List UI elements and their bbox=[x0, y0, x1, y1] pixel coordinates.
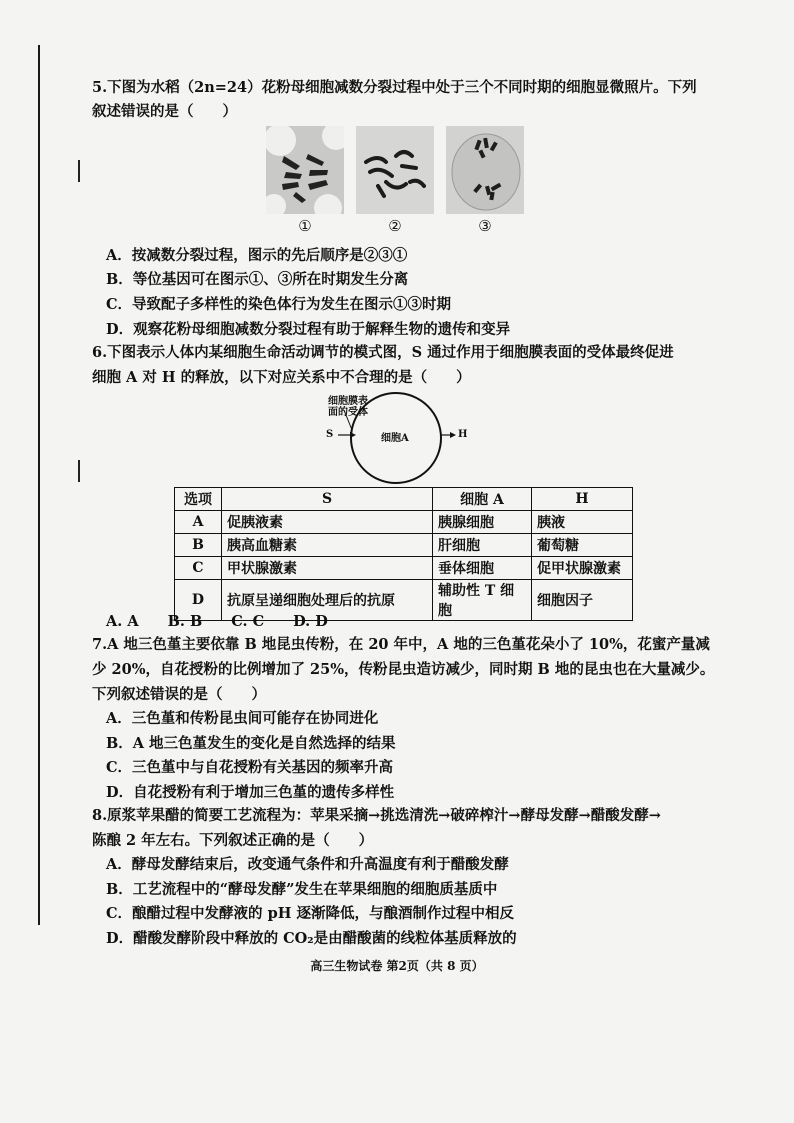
table-cell: 垂体细胞 bbox=[433, 557, 532, 580]
receptor-label-line2: 面的受体 bbox=[328, 407, 368, 418]
table-cell: 抗原呈递细胞处理后的抗原 bbox=[222, 580, 433, 621]
q8-stem-line2: 陈酿 2 年左右。下列叙述正确的是（ ） bbox=[92, 832, 374, 849]
receptor-label-line1: 细胞膜表 bbox=[328, 396, 368, 407]
table-cell: 细胞因子 bbox=[532, 580, 633, 621]
micrograph-label-3: ③ bbox=[478, 217, 492, 235]
q5-option-d: D．观察花粉母细胞减数分裂过程有助于解释生物的遗传和变异 bbox=[106, 321, 511, 338]
micrograph-label-1: ① bbox=[298, 217, 312, 235]
q7-stem-line1: 7.A 地三色堇主要依靠 B 地昆虫传粉，在 20 年中，A 地的三色堇花朵小了 10%，花蜜产量减 bbox=[92, 636, 710, 653]
table-cell: 促胰液素 bbox=[222, 511, 433, 534]
cell-a-label: 细胞A bbox=[381, 433, 409, 444]
table-header-cell: S bbox=[222, 488, 433, 511]
micrograph-1 bbox=[266, 126, 344, 214]
table-row bbox=[175, 511, 633, 534]
table-cell: C bbox=[175, 557, 222, 580]
table-cell: 胰液 bbox=[532, 511, 633, 534]
table-header-cell: H bbox=[532, 488, 633, 511]
product-h-label: H bbox=[458, 429, 468, 440]
q7-option-b: B．A 地三色堇发生的变化是自然选择的结果 bbox=[106, 735, 396, 752]
margin-tick bbox=[78, 460, 80, 482]
table-cell: 胰高血糖素 bbox=[222, 534, 433, 557]
table-header-row bbox=[175, 488, 633, 511]
q5-option-a: A．按减数分裂过程，图示的先后顺序是②③① bbox=[106, 247, 408, 264]
micrograph-label-2: ② bbox=[388, 217, 402, 235]
table-cell: 辅助性 T 细胞 bbox=[433, 580, 532, 621]
q5-stem-line2: 叙述错误的是（ ） bbox=[92, 103, 237, 120]
q7-option-a: A．三色堇和传粉昆虫间可能存在协同进化 bbox=[106, 710, 379, 727]
binding-margin-line bbox=[38, 45, 40, 925]
table-row bbox=[175, 557, 633, 580]
q8-option-b: B．工艺流程中的“酵母发酵”发生在苹果细胞的细胞质基质中 bbox=[106, 881, 498, 898]
micrograph-2 bbox=[356, 126, 434, 214]
table-cell: B bbox=[175, 534, 222, 557]
table-cell: 促甲状腺激素 bbox=[532, 557, 633, 580]
q6-stem-line1: 6.下图表示人体内某细胞生命活动调节的模式图，S 通过作用于细胞膜表面的受体最终促进 bbox=[92, 344, 674, 361]
q6-options-table bbox=[174, 487, 633, 621]
table-cell: 甲状腺激素 bbox=[222, 557, 433, 580]
q7-stem-line2: 少 20%，自花授粉的比例增加了 25%，传粉昆虫造访减少，同时期 B 地的昆虫也在大量减少。 bbox=[92, 661, 715, 678]
signal-s-label: S bbox=[326, 429, 334, 440]
q8-option-a: A．酵母发酵结束后，改变通气条件和升高温度有利于醋酸发酵 bbox=[106, 856, 509, 873]
margin-tick bbox=[78, 160, 80, 182]
q8-option-d: D．醋酸发酵阶段中释放的 CO₂是由醋酸菌的线粒体基质释放的 bbox=[106, 930, 517, 947]
q8-option-c: C．酿醋过程中发酵液的 pH 逐渐降低，与酿酒制作过程中相反 bbox=[106, 905, 514, 922]
q5-option-c: C．导致配子多样性的染色体行为发生在图示①③时期 bbox=[106, 296, 452, 313]
table-row bbox=[175, 534, 633, 557]
q8-stem-line1: 8.原浆苹果醋的简要工艺流程为：苹果采摘→挑选清洗→破碎榨汁→酵母发酵→醋酸发酵→ bbox=[92, 807, 661, 824]
table-header-cell: 选项 bbox=[175, 488, 222, 511]
q6-choices: A. A B. B C. C D. D bbox=[106, 613, 328, 630]
q7-option-d: D．自花授粉有利于增加三色堇的遗传多样性 bbox=[106, 784, 395, 801]
q5-option-b: B．等位基因可在图示①、③所在时期发生分离 bbox=[106, 271, 409, 288]
table-cell: D bbox=[175, 580, 222, 621]
q5-stem-line1: 5.下图为水稻（2n=24）花粉母细胞减数分裂过程中处于三个不同时期的细胞显微照片。下列 bbox=[92, 79, 697, 96]
q6-stem-line2: 细胞 A 对 H 的释放，以下对应关系中不合理的是（ ） bbox=[92, 369, 471, 386]
micrograph-3 bbox=[446, 126, 524, 214]
table-header-cell: 细胞 A bbox=[433, 488, 532, 511]
table-cell: 葡萄糖 bbox=[532, 534, 633, 557]
table-cell: A bbox=[175, 511, 222, 534]
table-cell: 胰腺细胞 bbox=[433, 511, 532, 534]
cell-regulation-diagram bbox=[310, 392, 500, 492]
q7-option-c: C．三色堇中与自花授粉有关基因的频率升高 bbox=[106, 759, 394, 776]
q7-stem-line3: 下列叙述错误的是（ ） bbox=[92, 686, 266, 703]
page-footer: 高三生物试卷 第2页（共 8 页） bbox=[310, 959, 484, 973]
table-cell: 肝细胞 bbox=[433, 534, 532, 557]
